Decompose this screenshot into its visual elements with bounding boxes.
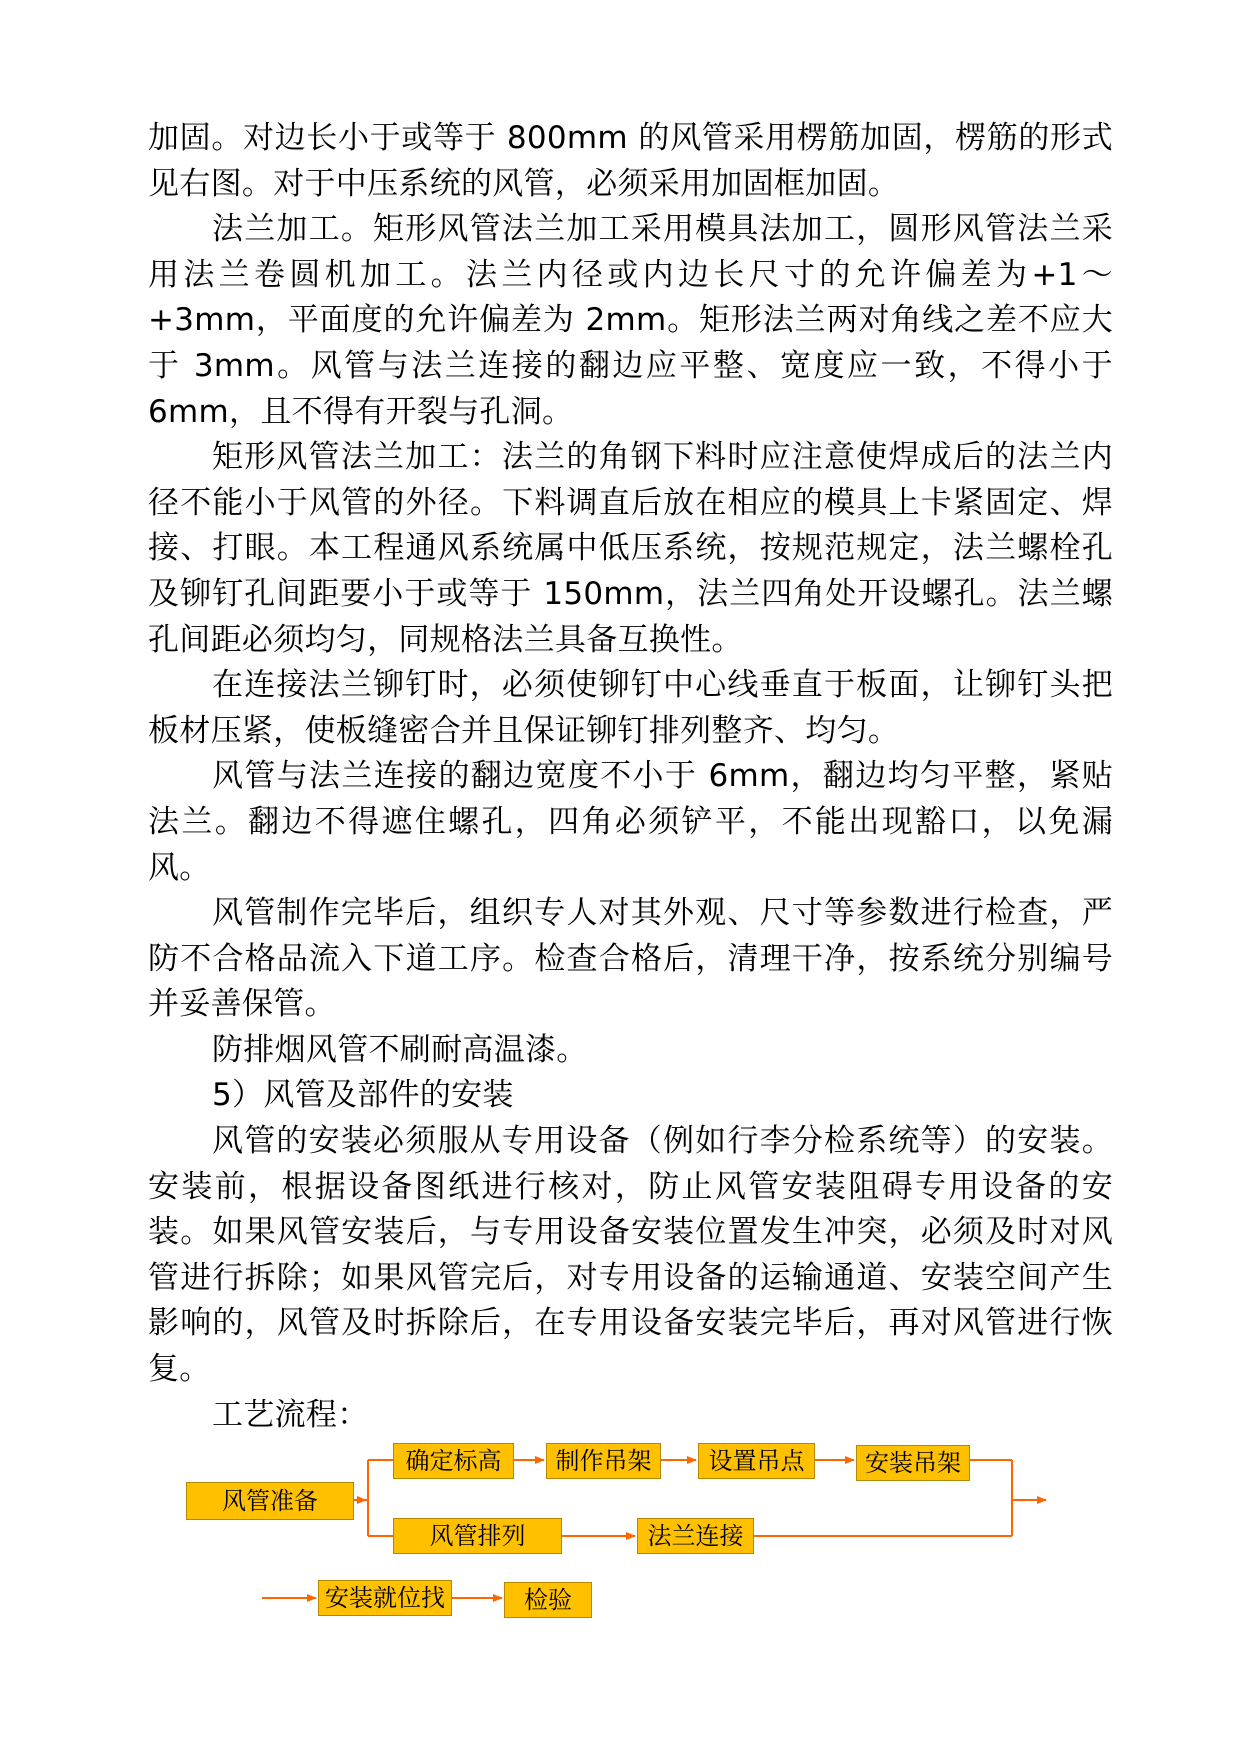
- step-set-points-box: 设置吊点: [698, 1443, 815, 1479]
- step-elevation-box: 确定标高: [393, 1443, 514, 1479]
- paragraph: 矩形风管法兰加工：法兰的角钢下料时应注意使焊成后的法兰内径不能小于风管的外径。下料调直后放在相应的模具上卡紧固定、焊接、打眼。本工程通风系统属中低压系统，按规范规定，法兰螺栓孔及铆钉孔间距要小于或等于 150mm，法兰四角处开设螺孔。法兰螺孔间距必须均匀，同规格法兰具备互换性。: [148, 439, 1113, 658]
- flowchart-connectors: [0, 1400, 1241, 1660]
- section-heading: 5）风管及部件的安装: [212, 1077, 514, 1114]
- body-text: [148, 116, 1113, 1438]
- paragraph: 法兰加工。矩形风管法兰加工采用模具法加工，圆形风管法兰采用法兰卷圆机加工。法兰内径或内边长尺寸的允许偏差为+1～+3mm，平面度的允许偏差为 2mm。矩形法兰两对角线之差不应大于 3mm。风管与法兰连接的翻边应平整、宽度应一致，不得小于 6mm，且不得有开裂与孔洞。: [148, 211, 1113, 430]
- process-flowchart: [0, 1400, 1241, 1660]
- flow-caption: 工艺流程：: [212, 1396, 369, 1433]
- step-make-hanger-box: 制作吊架: [546, 1443, 661, 1479]
- step-prepare-box: 风管准备: [186, 1482, 354, 1520]
- step-inspect-box: 检验: [504, 1582, 592, 1618]
- paragraph: 防排烟风管不刷耐高温漆。: [212, 1031, 588, 1068]
- step-position-box: 安装就位找: [318, 1580, 452, 1616]
- paragraph: 在连接法兰铆钉时，必须使铆钉中心线垂直于板面，让铆钉头把板材压紧，使板缝密合并且保证铆钉排列整齐、均匀。: [148, 667, 1113, 749]
- paragraph: 风管的安装必须服从专用设备（例如行李分检系统等）的安装。安装前，根据设备图纸进行核对，防止风管安装阻碍专用设备的安装。如果风管安装后，与专用设备安装位置发生冲突，必须及时对风管进行拆除；如果风管完后，对专用设备的运输通道、安装空间产生影响的，风管及时拆除后，在专用设备安装完毕后，再对风管进行恢复。: [148, 1123, 1113, 1388]
- step-arrange-box: 风管排列: [393, 1518, 562, 1554]
- paragraph: 风管制作完毕后，组织专人对其外观、尺寸等参数进行检查，严防不合格品流入下道工序。检查合格后，清理干净，按系统分别编号并妥善保管。: [148, 895, 1113, 1023]
- step-install-hanger-box: 安装吊架: [856, 1445, 970, 1481]
- step-flange-box: 法兰连接: [637, 1518, 754, 1554]
- paragraph: 风管与法兰连接的翻边宽度不小于 6mm，翻边均匀平整，紧贴法兰。翻边不得遮住螺孔，四角必须铲平，不能出现豁口，以免漏风。: [148, 758, 1113, 886]
- paragraph: 加固。对边长小于或等于 800mm 的风管采用楞筋加固，楞筋的形式见右图。对于中压系统的风管，必须采用加固框加固。: [148, 120, 1113, 202]
